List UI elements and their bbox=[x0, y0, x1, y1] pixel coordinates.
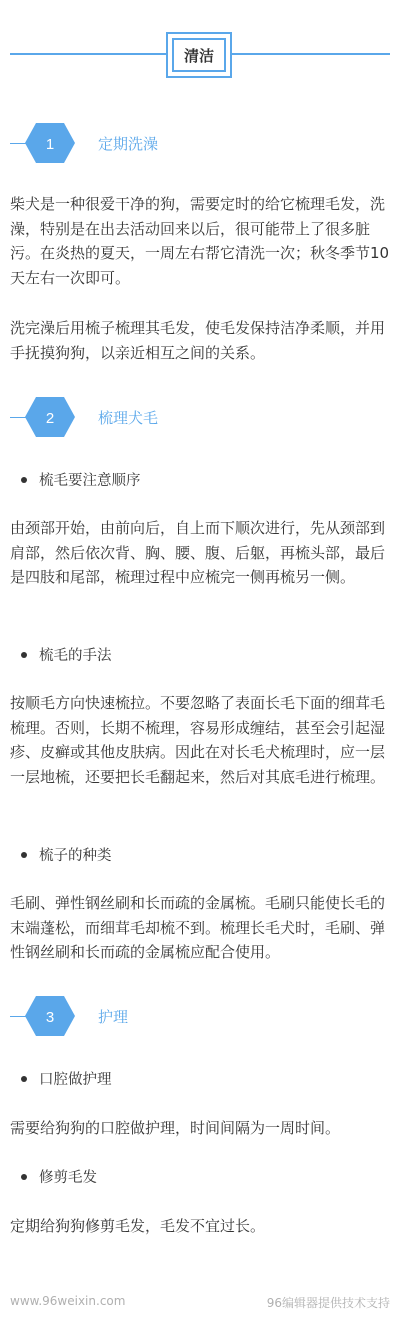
section-2-number: 2 bbox=[45, 410, 55, 427]
bullet-item-2 bbox=[21, 644, 112, 665]
paragraph-3: 由颈部开始，由前向后，自上而下顺次进行，先从颈部到肩部，然后依次背、胸、腰、腹、后躯，再梳头部，最后是四肢和尾部，梳理过程中应梳完一侧再梳另一侧。 bbox=[10, 519, 386, 586]
header-line-right bbox=[232, 53, 390, 55]
page-title: 清洁 bbox=[172, 38, 226, 72]
bullet-dot-icon bbox=[21, 1174, 27, 1180]
section-3-number: 3 bbox=[45, 1009, 55, 1026]
footer-link[interactable]: www.96weixin.com bbox=[10, 1294, 126, 1308]
bullet-item-3-label: 梳子的种类 bbox=[39, 848, 112, 864]
section-2-hexagon-badge bbox=[24, 396, 76, 438]
bullet-item-3 bbox=[21, 844, 112, 865]
bullet-item-4-label: 口腔做护理 bbox=[39, 1072, 112, 1088]
bullet-dot-icon bbox=[21, 477, 27, 483]
paragraph-1: 柴犬是一种很爱干净的狗，需要定时的给它梳理毛发，洗澡，特别是在出去活动回来以后，很可能带上了很多脏污。在炎热的夏天，一周左右帮它清洗一次；秋冬季节10天左右一次即可。 bbox=[10, 195, 390, 287]
bullet-dot-icon bbox=[21, 852, 27, 858]
bullet-item-1 bbox=[21, 469, 141, 490]
bullet-item-5-label: 修剪毛发 bbox=[39, 1170, 97, 1186]
bullet-dot-icon bbox=[21, 652, 27, 658]
footer-credit: 96编辑器提供技术支持 bbox=[266, 1296, 390, 1310]
hexagon-icon bbox=[24, 396, 76, 438]
hexagon-icon bbox=[24, 122, 76, 164]
paragraph-5: 毛刷、弹性钢丝刷和长而疏的金属梳。毛刷只能使长毛的末端蓬松，而细茸毛却梳不到。梳理长毛犬时，毛刷、弹性钢丝刷和长而疏的金属梳应配合使用。 bbox=[10, 894, 386, 961]
bullet-item-4 bbox=[21, 1068, 112, 1089]
section-2-title: 梳理犬毛 bbox=[98, 409, 159, 427]
bullet-item-2-label: 梳毛的手法 bbox=[39, 648, 112, 664]
bullet-item-5 bbox=[21, 1166, 97, 1187]
bullet-dot-icon bbox=[21, 1076, 27, 1082]
header-line-left bbox=[10, 53, 166, 55]
section-3-hexagon-badge bbox=[24, 995, 76, 1037]
paragraph-7: 定期给狗狗修剪毛发，毛发不宜过长。 bbox=[10, 1217, 266, 1235]
section-1-title: 定期洗澡 bbox=[98, 135, 159, 153]
section-3-title: 护理 bbox=[98, 1008, 129, 1026]
paragraph-2: 洗完澡后用梳子梳理其毛发，使毛发保持洁净柔顺，并用手抚摸狗狗，以亲近相互之间的关系。 bbox=[10, 319, 386, 362]
header-title-frame bbox=[166, 32, 232, 78]
section-1-hexagon-badge bbox=[24, 122, 76, 164]
section-1-number: 1 bbox=[45, 136, 55, 153]
hexagon-icon bbox=[24, 995, 76, 1037]
paragraph-6: 需要给狗狗的口腔做护理，时间间隔为一周时间。 bbox=[10, 1119, 341, 1137]
paragraph-4: 按顺毛方向快速梳拉。不要忽略了表面长毛下面的细茸毛梳理。否则，长期不梳理，容易形成缠结，甚至会引起湿疹、皮癣或其他皮肤病。因此在对长毛犬梳理时，应一层一层地梳，还要把长毛翻起来，然后对其底毛进行梳理。 bbox=[10, 694, 386, 786]
bullet-item-1-label: 梳毛要注意顺序 bbox=[39, 473, 141, 489]
